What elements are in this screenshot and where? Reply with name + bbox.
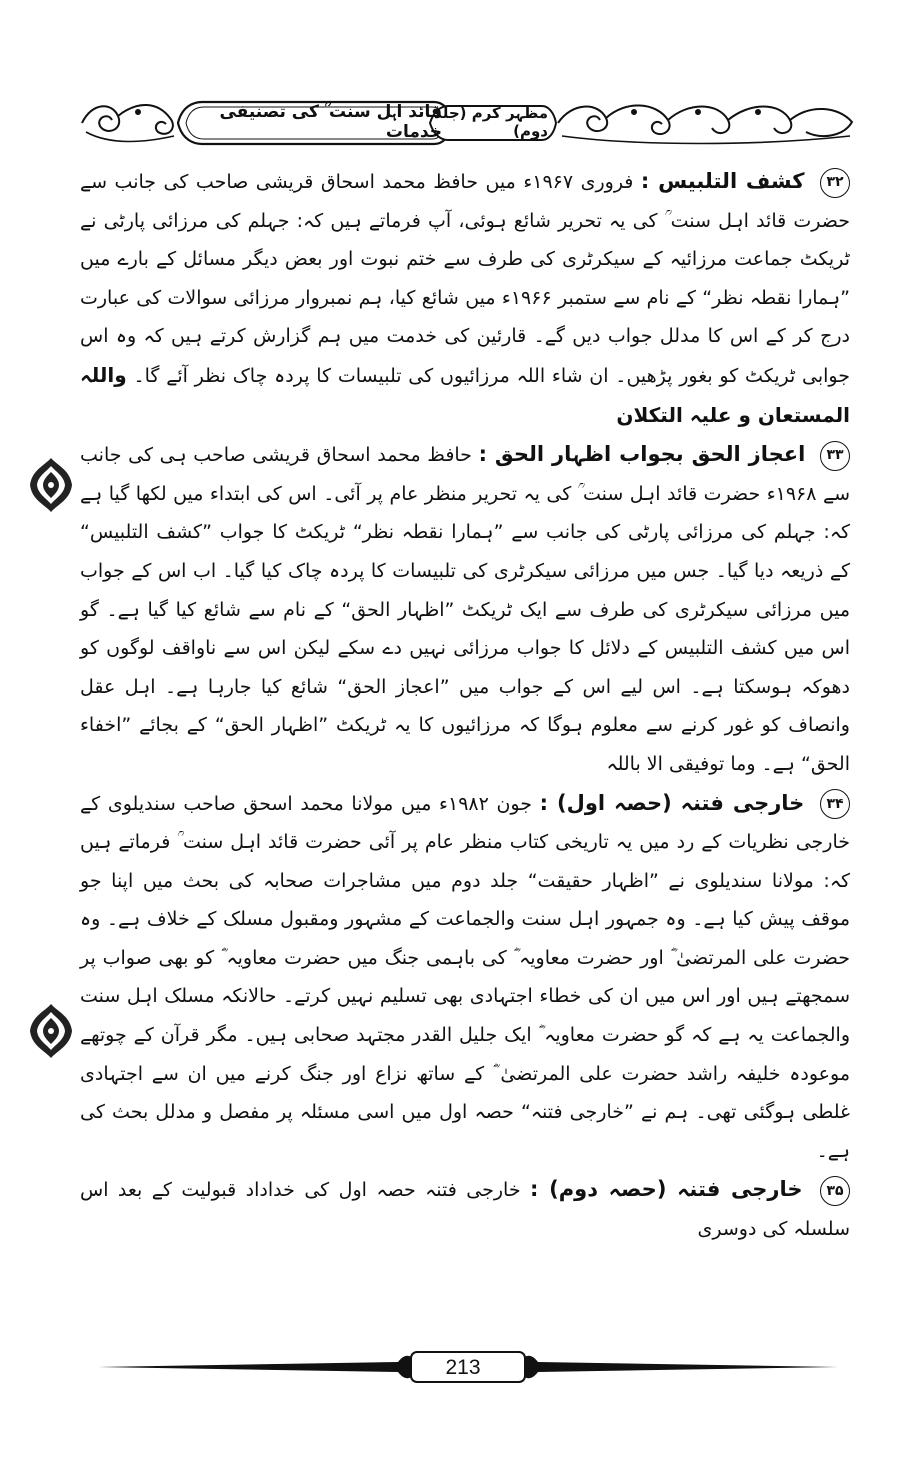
paragraph-33 [80, 435, 850, 783]
paragraph-32 [80, 162, 850, 435]
header-volume: مظہر کرم (جلد دوم) [434, 104, 548, 140]
paragraph-text: خارجی فتنہ حصہ اول کی خداداد قبولیت کے بعد اس سلسلہ کی دوسری [80, 1179, 850, 1241]
paragraph-heading: خارجی فتنہ (حصہ دوم) : [530, 1177, 803, 1202]
paragraph-text: حافظ محمد اسحاق قریشی صاحب ہی کی جانب سے ۱۹۶۸ء حضرت قائد اہل سنت ؒ کی یہ تحریر منظر عام پر آئی۔ اس کی ابتداء میں لکھا گیا ہے کہ: جہلم کی مرزائی پارٹی کی جانب سے ”ہمارا نقطہ نظر“ ٹریکٹ کا جواب ”کشف التلبیس“ کے ذریعہ دیا گیا۔ جس میں مرزائی سیکرٹری کی تلبیسات کا پردہ چاک کیا گیا۔ اب اس کے جواب میں مرزائی سیکرٹری کی طرف سے ایک ٹریکٹ ”اظہار الحق“ کے نام سے شائع کیا گیا ہے۔ گو اس میں کشف التلبیس کے دلائل کا جواب مرزائی نہیں دے سکے لیکن اس سے ناواقف لوگوں کو دھوکہ ہوسکتا ہے۔ اس لیے اس کے جواب میں ”اعجاز الحق“ شائع کیا جارہا ہے۔ اہل عقل وانصاف کو غور کرنے سے معلوم ہوگا کہ مرزائیوں کا یہ ٹریکٹ ”اظہار الحق“ کے بجائے ”اخفاء الحق“ ہے۔ وما توفیقی الا باللہ [80, 444, 850, 775]
paragraph-text: جون ۱۹۸۲ء میں مولانا محمد اسحق صاحب سندیلوی کے خارجی نظریات کے رد میں یہ تاریخی کتاب منظر عام پر آئی حضرت قائد اہل سنت ؒ فرماتے ہیں کہ: مولانا سندیلوی نے ”اظہار حقیقت“ جلد دوم میں مشاجرات صحابہ کی بحث میں اپنا جو موقف پیش کیا ہے۔ وہ جمہور اہل سنت والجماعت کے مشہور ومقبول مسلک کے خلاف ہے۔ وہ حضرت علی المرتضیٰ ؓ اور حضرت معاویہ ؓ کی باہمی جنگ میں حضرت معاویہ ؓ کو بھی صواب پر سمجھتے ہیں اور اس میں ان کی خطاء اجتہادی بھی تسلیم نہیں کرتے۔ حالانکہ مسلک اہل سنت والجماعت یہ ہے کہ گو حضرت معاویہ ؓ ایک جلیل القدر مجتہد صحابی ہیں۔ مگر قرآن کے چوتھے موعودہ خلیفہ راشد حضرت علی المرتضیٰ ؓ کے ساتھ نزاع اور جنگ کرنے میں ان سے اجتہادی غلطی ہوگئی تھی۔ ہم نے ”خارجی فتنہ“ حصہ اول میں اسی مسئلہ پر مفصل و مدلل بحث کی ہے۔ [80, 792, 850, 1162]
paragraph-number: ۳۵ [820, 1176, 850, 1206]
paragraph-number: ۳۴ [820, 789, 850, 819]
paragraph-text: فروری ۱۹۶۷ء میں حافظ محمد اسحاق قریشی صاحب کی جانب سے حضرت قائد اہل سنت ؒ کی یہ تحریر شائع ہوئی، آپ فرماتے ہیں کہ: جہلم کی مرزائی پارٹی نے ٹریکٹ جماعت مرزائیہ کے سیکرٹری کی طرف سے ختم نبوت اور بعض دیگر مسائل کے بارے میں ”ہمارا نقطہ نظر“ کے نام سے ستمبر ۱۹۶۶ء میں شائع کیا، ہم نمبروار مرزائی سوالات کی عبارت درج کر کے اس کا مدلل جواب دیں گے۔ قارئین کی خدمت میں ہم گزارش کرتے ہیں کہ وہ اس جوابی ٹریکٹ کو بغور پڑھیں۔ ان شاء اللہ مرزائیوں کی تلبیسات کا پردہ چاک نظر آئے گا۔ [80, 171, 850, 387]
page-body [80, 162, 850, 1249]
paragraph-35 [80, 1170, 850, 1248]
paragraph-heading: اعجاز الحق بجواب اظہار الحق : [478, 442, 806, 467]
page-number: 213 [445, 1356, 481, 1379]
floral-ornament-icon [28, 1002, 74, 1060]
side-ornament-top [28, 456, 74, 514]
paragraph-number: ۳۲ [820, 168, 850, 198]
paragraph-number: ۳۳ [820, 441, 850, 471]
header-title: قائد اہل سنت ؒ کی تصنیفی خدمات [219, 102, 442, 142]
paragraph-closing: واللہ المستعان و علیہ التکلان [80, 362, 850, 427]
paragraph-34 [80, 784, 850, 1171]
floral-ornament-icon [28, 456, 74, 514]
paragraph-heading: کشف التلبیس : [640, 169, 805, 193]
paragraph-heading: خارجی فتنہ (حصہ اول) : [539, 790, 805, 815]
side-ornament-bottom [28, 1002, 74, 1060]
